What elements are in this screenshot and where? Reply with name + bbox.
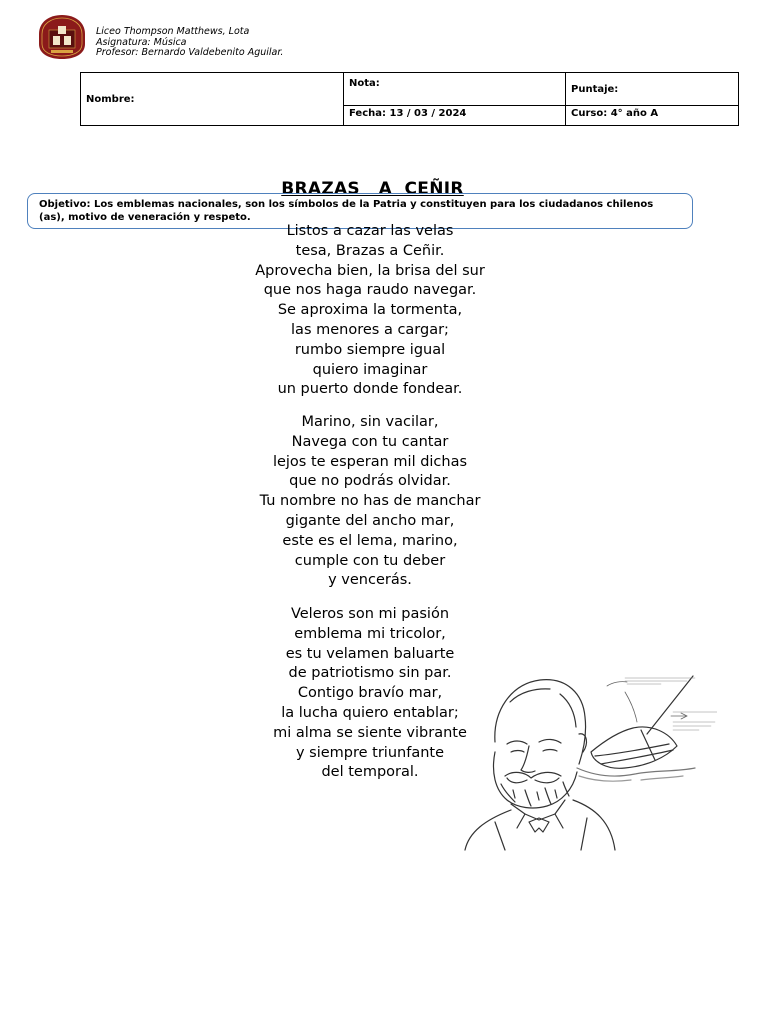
lyric-line: que no podrás olvidar.	[289, 473, 451, 490]
subject-line: Asignatura: Música	[96, 36, 187, 48]
lyric-line: tesa, Brazas a Ceñir.	[295, 242, 445, 259]
school-logo	[37, 14, 87, 60]
portrait-illustration	[455, 672, 717, 852]
name-label: Nombre:	[86, 93, 135, 105]
stanza-1	[190, 222, 550, 400]
lyric-line: un puerto donde fondear.	[277, 381, 463, 398]
grade-label: Nota:	[349, 78, 380, 89]
lyric-line: Contigo bravío mar,	[297, 685, 443, 702]
lyric-line: mi alma se siente vibrante	[273, 724, 467, 741]
lyric-line: la lucha quiero entablar;	[281, 704, 459, 721]
lyric-line: Aprovecha bien, la brisa del sur	[255, 262, 485, 279]
lyric-line: es tu velamen baluarte	[285, 645, 455, 662]
name-cell[interactable]	[81, 73, 344, 126]
lyric-line: que nos haga raudo navegar.	[263, 282, 477, 299]
lyric-line: Veleros son mi pasión	[290, 606, 450, 622]
stanza-2	[190, 413, 550, 591]
lyric-line: las menores a cargar;	[291, 321, 449, 338]
lyric-line: del temporal.	[321, 764, 419, 781]
lyric-line: lejos te esperan mil dichas	[272, 453, 468, 470]
lyric-line: rumbo siempre igual	[294, 341, 446, 358]
objective-text: Los emblemas nacionales, son los símbolos de la Patria y constituyen para los ciudadanos chilenos (as), motivo de veneración y respeto.	[39, 199, 654, 223]
lyric-line: Listos a cazar las velas	[286, 223, 454, 239]
course-cell	[566, 106, 739, 126]
song-title: BRAZAS A CEÑIR	[281, 179, 464, 199]
grade-cell[interactable]	[344, 73, 566, 106]
lyric-line: Se aproxima la tormenta,	[277, 302, 463, 319]
student-header-table	[80, 72, 739, 126]
lyric-line: quiero imaginar	[312, 361, 428, 378]
date-cell	[344, 106, 566, 126]
school-name: Liceo Thompson Matthews, Lota	[96, 26, 250, 37]
lyric-line: emblema mi tricolor,	[294, 625, 446, 642]
objective-label: Objetivo:	[39, 199, 91, 210]
date-label: Fecha: 13 / 03 / 2024	[349, 108, 467, 119]
lyric-line: este es el lema, marino,	[282, 532, 458, 549]
lyric-line: y vencerás.	[328, 572, 412, 589]
course-label: Curso: 4° año A	[571, 108, 659, 119]
lyric-line: cumple con tu deber	[294, 552, 446, 569]
lyric-line: Marino, sin vacilar,	[301, 414, 439, 430]
score-cell[interactable]	[566, 73, 739, 106]
lyric-line: y siempre triunfante	[295, 744, 445, 761]
lyric-line: gigante del ancho mar,	[285, 512, 455, 529]
lyric-line: de patriotismo sin par.	[288, 665, 452, 682]
lyric-line: Navega con tu cantar	[291, 433, 449, 450]
score-label: Puntaje:	[571, 83, 619, 95]
teacher-line: Profesor: Bernardo Valdebenito Aguilar.	[96, 47, 284, 58]
lyric-line: Tu nombre no has de manchar	[259, 493, 481, 510]
school-info	[96, 27, 283, 59]
